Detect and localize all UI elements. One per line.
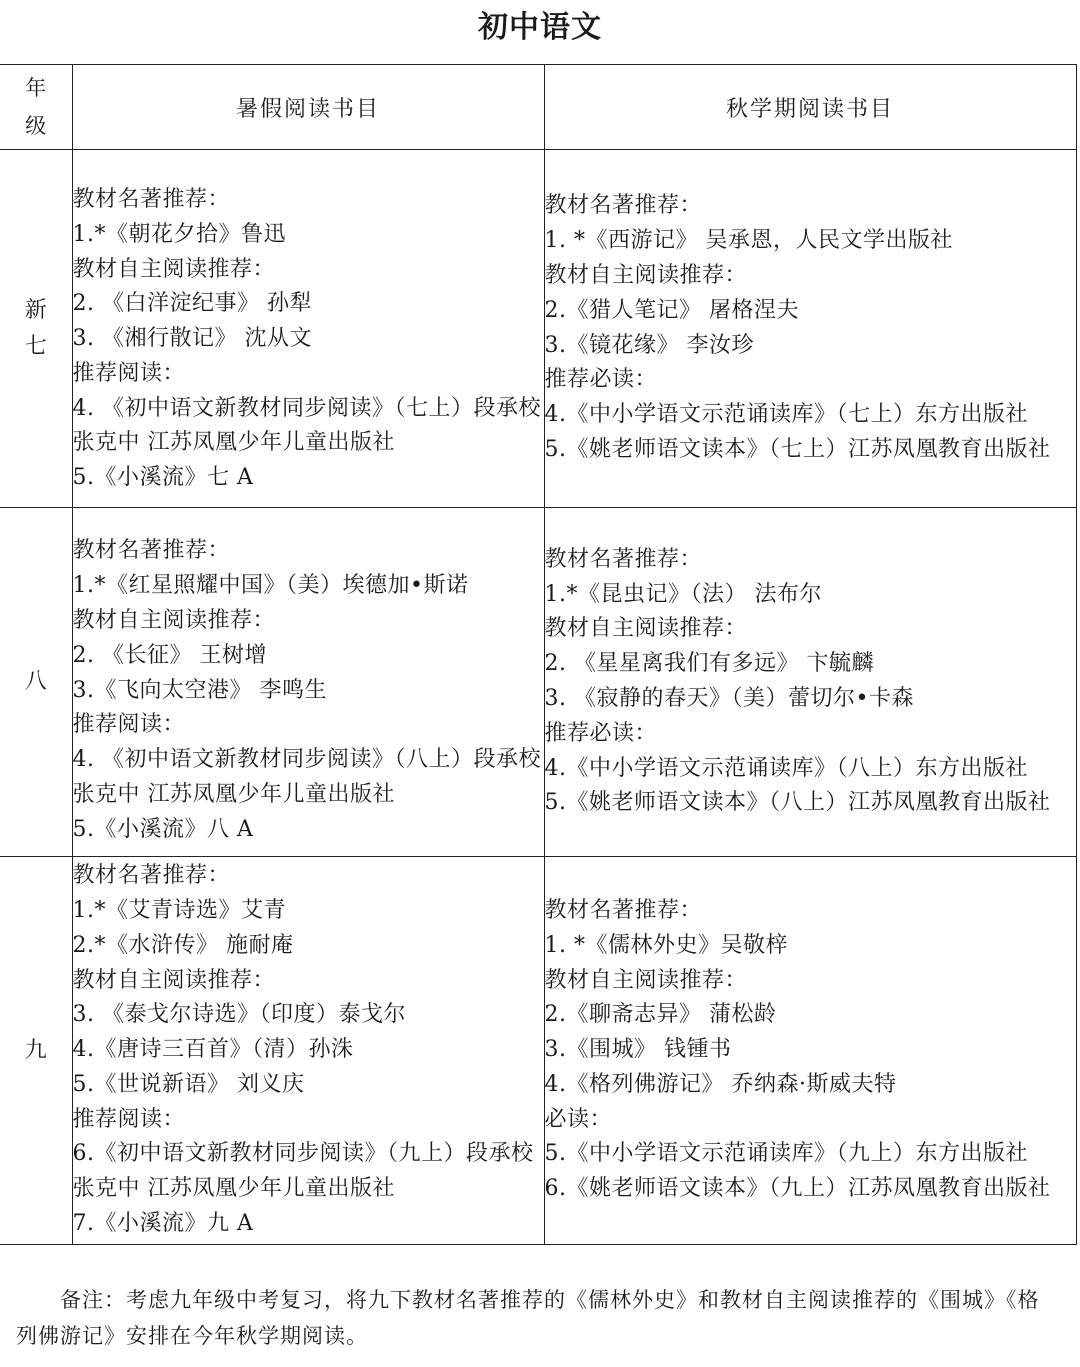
book-entry: 1. *《西游记》 吴承恩，人民文学出版社 xyxy=(544,228,953,254)
book-entry: 4. 《初中语文新教材同步阅读》（七上）段承校 张克中 江苏凤凰少年儿童出版社 xyxy=(72,395,541,456)
book-entry: 4. 《初中语文新教材同步阅读》（八上）段承校 张克中 江苏凤凰少年儿童出版社 xyxy=(72,747,541,807)
grade-label-line-1: 九 xyxy=(24,1037,47,1063)
book-entry: 推荐必读： xyxy=(544,720,658,746)
document-title: 初中语文 xyxy=(478,10,602,45)
book-entry: 4.《中小学语文示范诵读库》（七上）东方出版社 xyxy=(544,402,1028,428)
book-entry: 1.*《红星照耀中国》（美）埃德加•斯诺 xyxy=(72,573,469,599)
grade-row-8 xyxy=(0,508,1076,857)
book-entry: 3.《飞向太空港》 李鸣生 xyxy=(72,677,327,703)
book-entry: 2. 《星星离我们有多远》 卞毓麟 xyxy=(544,651,874,677)
book-entry: 5.《小溪流》七 A xyxy=(72,465,254,491)
book-entry: 5.《中小学语文示范诵读库》（九上）东方出版社 xyxy=(544,1141,1028,1167)
book-entry: 2.《聊斋志异》 蒲松龄 xyxy=(544,1002,777,1028)
grade-column-header xyxy=(0,65,72,150)
book-entry: 6.《姚老师语文读本》（九上）江苏凤凰教育出版社 xyxy=(544,1176,1051,1202)
book-entry: 5.《世说新语》 刘义庆 xyxy=(72,1071,305,1097)
book-entry: 推荐必读： xyxy=(544,367,658,393)
summer-reading-cell xyxy=(72,508,544,857)
grade-cell xyxy=(0,508,72,857)
book-entry: 1.*《艾青诗选》艾青 xyxy=(72,897,286,923)
autumn-column-header: 秋学期阅读书目 xyxy=(544,65,1076,150)
book-entry: 教材名著推荐： xyxy=(72,863,231,889)
book-entry: 推荐阅读： xyxy=(72,712,186,738)
book-entry: 5.《姚老师语文读本》（八上）江苏凤凰教育出版社 xyxy=(544,790,1051,816)
book-entry: 3.《围城》 钱锺书 xyxy=(544,1037,732,1063)
grade-row-9 xyxy=(0,857,1076,1245)
book-entry: 2.《猎人笔记》 屠格涅夫 xyxy=(544,297,799,323)
book-entry: 6.《初中语文新教材同步阅读》（九上）段承校 张克中 江苏凤凰少年儿童出版社 xyxy=(72,1141,534,1202)
book-entry: 教材名著推荐： xyxy=(544,897,703,923)
grade-cell xyxy=(0,857,72,1245)
book-entry: 教材自主阅读推荐： xyxy=(544,262,748,288)
grade-label-line-2: 七 xyxy=(24,333,47,359)
book-entry: 1.*《昆虫记》（法） 法布尔 xyxy=(544,581,822,607)
book-entry: 3.《镜花缘》 李汝珍 xyxy=(544,332,754,358)
summer-column-header: 暑假阅读书目 xyxy=(72,65,544,150)
reading-list-table xyxy=(0,64,1077,1245)
autumn-reading-cell xyxy=(544,857,1076,1245)
grade-row-7 xyxy=(0,150,1076,508)
book-entry: 教材自主阅读推荐： xyxy=(72,256,276,282)
book-entry: 2. 《白洋淀纪事》 孙犁 xyxy=(72,291,312,317)
grade-header-line-1: 年 xyxy=(25,76,47,100)
book-entry: 教材自主阅读推荐： xyxy=(72,608,276,633)
book-entry: 7.《小溪流》九 A xyxy=(72,1211,254,1237)
table-header-row xyxy=(0,65,1076,150)
book-entry: 5.《姚老师语文读本》（七上）江苏凤凰教育出版社 xyxy=(544,436,1051,462)
book-entry: 1.*《朝花夕拾》鲁迅 xyxy=(72,221,286,247)
book-entry: 3. 《湘行散记》 沈从文 xyxy=(72,326,312,352)
book-entry: 必读： xyxy=(544,1106,613,1132)
summer-reading-cell xyxy=(72,857,544,1245)
book-entry: 教材自主阅读推荐： xyxy=(72,967,276,993)
book-entry: 推荐阅读： xyxy=(72,1106,186,1132)
book-entry: 教材名著推荐： xyxy=(544,193,703,219)
book-entry: 5.《小溪流》八 A xyxy=(72,816,254,842)
grade-label-line-1: 八 xyxy=(24,669,47,694)
book-entry: 教材名著推荐： xyxy=(72,538,231,564)
book-entry: 1. *《儒林外史》吴敬梓 xyxy=(544,932,788,958)
book-entry: 4.《中小学语文示范诵读库》（八上）东方出版社 xyxy=(544,755,1028,781)
autumn-reading-cell xyxy=(544,508,1076,857)
footnote: 备注：考虑九年级中考复习，将九下教材名著推荐的《儒林外史》和教材自主阅读推荐的《围城》《格列佛游记》安排在今年秋学期阅读。 xyxy=(16,1288,1040,1348)
book-entry: 4.《格列佛游记》 乔纳森·斯威夫特 xyxy=(544,1071,897,1097)
grade-header-line-2: 级 xyxy=(25,114,47,138)
book-entry: 2.*《水浒传》 施耐庵 xyxy=(72,932,294,958)
book-entry: 4.《唐诗三百首》（清）孙洙 xyxy=(72,1037,354,1063)
grade-cell xyxy=(0,150,72,508)
grade-label-line-1: 新 xyxy=(24,297,47,323)
book-entry: 教材自主阅读推荐： xyxy=(544,967,748,993)
book-entry: 推荐阅读： xyxy=(72,360,186,386)
book-entry: 教材名著推荐： xyxy=(72,186,231,212)
book-entry: 教材自主阅读推荐： xyxy=(544,616,748,642)
book-entry: 教材名著推荐： xyxy=(544,546,703,572)
book-entry: 2. 《长征》 王树增 xyxy=(72,642,267,668)
book-entry: 3. 《寂静的春天》（美）蕾切尔•卡森 xyxy=(544,686,914,711)
book-entry: 3. 《泰戈尔诗选》（印度）泰戈尔 xyxy=(72,1002,406,1028)
autumn-reading-cell xyxy=(544,150,1076,508)
summer-reading-cell xyxy=(72,150,544,508)
